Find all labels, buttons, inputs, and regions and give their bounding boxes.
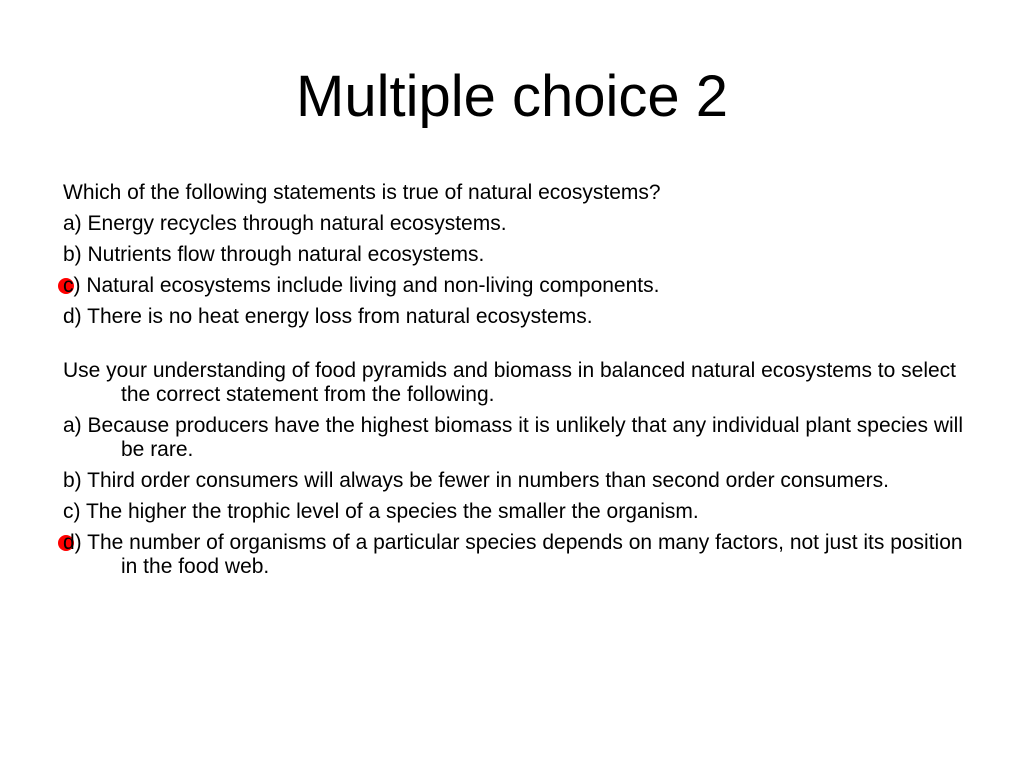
question-2-option-d-wrapper: [63, 531, 983, 579]
question-spacer: [63, 336, 983, 359]
question-1-option-c: c) Natural ecosystems include living and non-living components.: [63, 274, 660, 297]
question-1-option-d: d) There is no heat energy loss from natural ecosystems.: [63, 305, 593, 328]
slide-title: Multiple choice 2: [296, 64, 728, 129]
question-2-option-d: d) The number of organisms of a particular species depends on many factors, not just its position in the food web.: [63, 531, 963, 578]
question-2-option-b: b) Third order consumers will always be fewer in numbers than second order consumers.: [63, 469, 889, 492]
slide-body: [63, 181, 983, 586]
question-1-option-c-wrapper: [63, 274, 983, 298]
question-2-option-a: a) Because producers have the highest biomass it is unlikely that any individual plant species will be rare.: [63, 414, 963, 461]
question-2-option-c: c) The higher the trophic level of a species the smaller the organism.: [63, 500, 699, 523]
question-1-option-a: a) Energy recycles through natural ecosystems.: [63, 212, 507, 235]
question-1-option-b: b) Nutrients flow through natural ecosystems.: [63, 243, 485, 266]
question-1-prompt: Which of the following statements is true of natural ecosystems?: [63, 181, 661, 204]
question-2-prompt: Use your understanding of food pyramids and biomass in balanced natural ecosystems to select the correct statement from the following.: [63, 359, 956, 406]
